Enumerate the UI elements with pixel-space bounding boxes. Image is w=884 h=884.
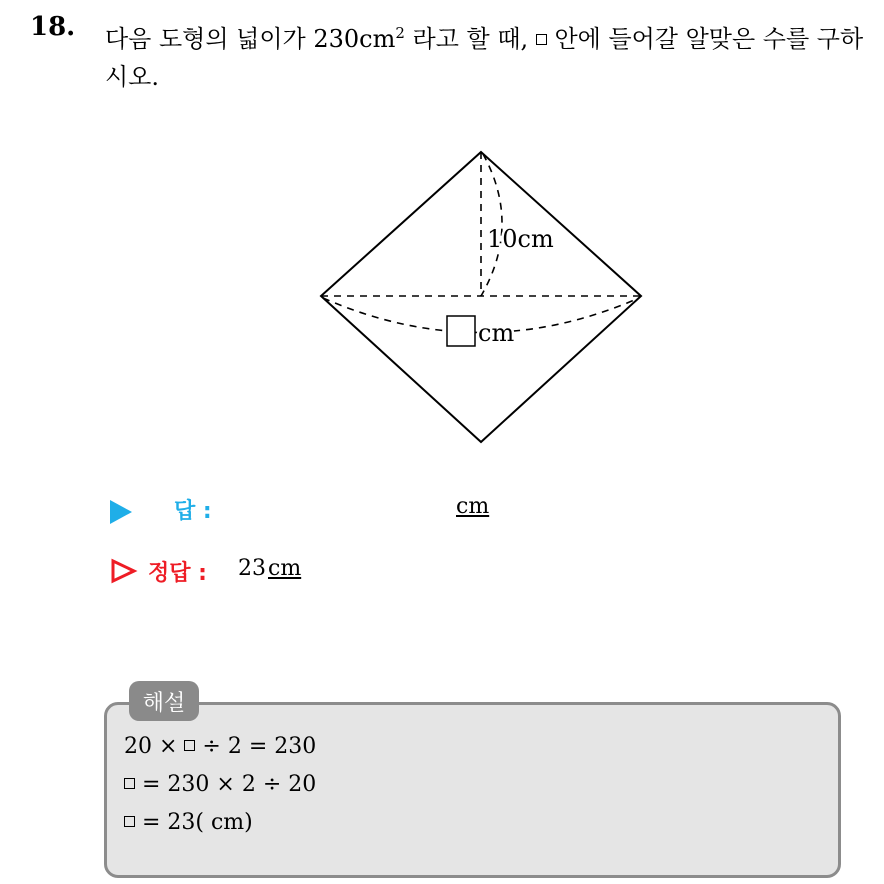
eq2-part-b: = 230 × 2 ÷ 20 <box>135 772 317 797</box>
correct-answer-label: 정답 : <box>148 561 207 586</box>
explanation-line-2 <box>124 772 316 797</box>
diagonal-unit-label: cm <box>478 319 515 347</box>
outline-triangle-icon <box>110 558 138 584</box>
correct-unit: cm <box>268 556 302 581</box>
blank-box-icon <box>536 34 547 45</box>
blank-box-icon <box>124 816 135 827</box>
correct-value: 23 <box>238 556 266 581</box>
blank-box-icon <box>184 740 195 751</box>
explanation-line-1 <box>124 734 316 759</box>
height-label: 10cm <box>487 225 554 253</box>
correct-answer-value <box>238 556 301 581</box>
eq1-part-b: ÷ 2 = 230 <box>195 734 317 759</box>
blank-box-icon <box>124 778 135 789</box>
explanation-line-3 <box>124 810 253 835</box>
problem-text-part2: 라고 할 때, <box>404 25 536 53</box>
explanation-title: 해설 <box>129 681 199 721</box>
problem-text-superscript: 2 <box>395 24 405 42</box>
problem-text-part3: 안에 들어갈 알맞은 수를 구하시오. <box>105 25 864 91</box>
play-triangle-icon <box>110 500 132 524</box>
problem-number: 18. <box>30 12 76 42</box>
answer-label: 답 : <box>174 499 212 524</box>
eq3-part-b: = 23( cm) <box>135 810 253 835</box>
problem-text-part1: 다음 도형의 넓이가 230cm <box>105 25 396 53</box>
problem-text <box>105 14 875 96</box>
eq1-part-a: 20 × <box>124 734 185 759</box>
rhombus-figure <box>300 135 660 455</box>
blank-box-icon <box>447 316 475 346</box>
answer-unit[interactable]: cm <box>456 494 490 519</box>
